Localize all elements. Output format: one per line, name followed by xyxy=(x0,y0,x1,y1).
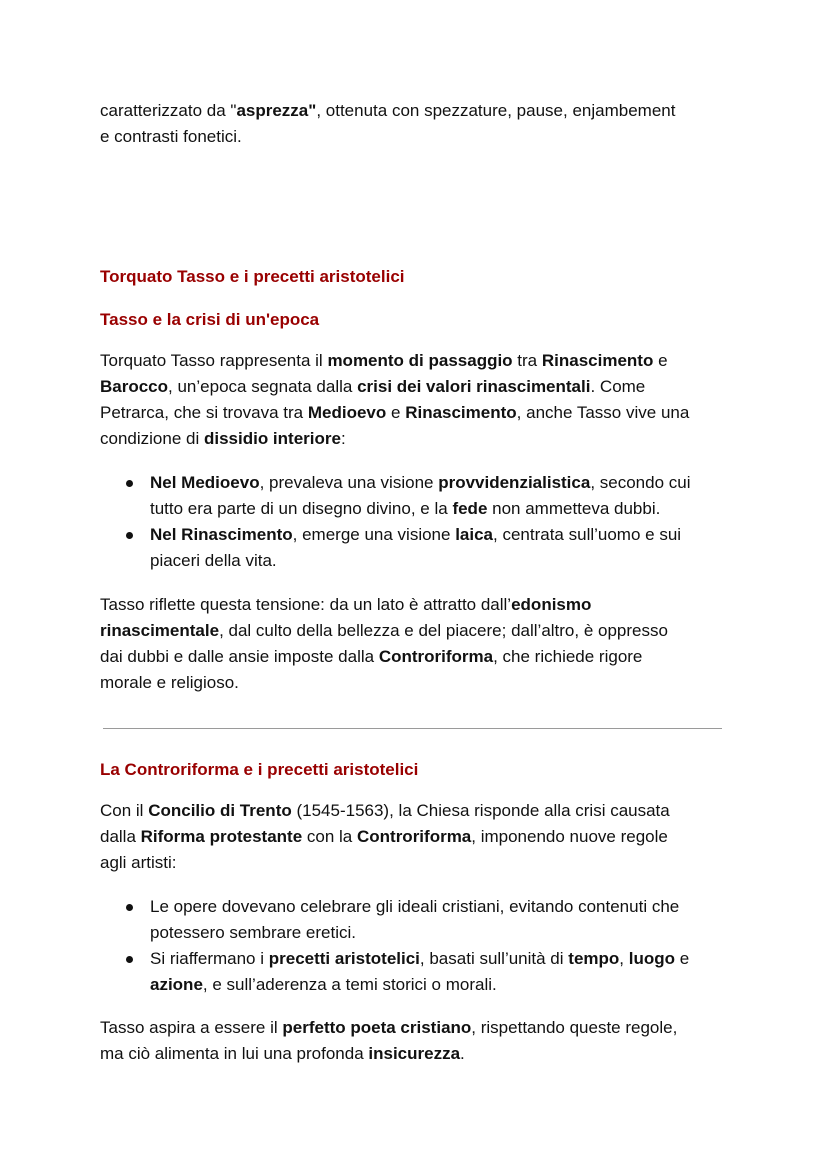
paragraph-concilio xyxy=(100,798,670,876)
bold-text: asprezza" xyxy=(236,101,317,120)
text-run: dalla xyxy=(100,827,141,846)
text-line xyxy=(100,618,668,644)
text-run: caratterizzato da " xyxy=(100,101,237,120)
bold-text: Rinascimento xyxy=(541,351,654,370)
text-run: , anche Tasso vive una xyxy=(516,403,690,422)
text-line xyxy=(150,496,691,522)
bullet-icon xyxy=(126,480,133,487)
bold-text: Riforma protestante xyxy=(140,827,303,846)
bullet-icon xyxy=(126,532,133,539)
text-run: , emerge una visione xyxy=(292,525,456,544)
bold-text: Controriforma xyxy=(356,827,472,846)
text-run: e contrasti fonetici. xyxy=(100,127,242,146)
text-run: Si riaffermano i xyxy=(150,949,269,968)
bullet-list-rules xyxy=(125,894,689,998)
bold-text: Nel Rinascimento xyxy=(150,525,293,544)
text-line xyxy=(150,894,689,920)
bold-text: Nel Medioevo xyxy=(150,473,260,492)
text-line xyxy=(100,1041,677,1067)
text-run: . xyxy=(460,1044,465,1063)
text-run: , dal culto della bellezza e del piacere; dall’altro, è oppresso xyxy=(219,621,668,640)
bold-text: Medioevo xyxy=(307,403,387,422)
text-line xyxy=(100,400,689,426)
text-run: tra xyxy=(512,351,542,370)
text-run: , rispettando queste regole, xyxy=(471,1018,678,1037)
bold-text: fede xyxy=(452,499,488,518)
text-run: (1545-1563), la Chiesa risponde alla crisi causata xyxy=(291,801,670,820)
bold-text: Controriforma xyxy=(378,647,494,666)
text-run: e xyxy=(675,949,690,968)
text-run: condizione di xyxy=(100,429,204,448)
text-line xyxy=(150,920,689,946)
list-item xyxy=(125,946,689,998)
text-line xyxy=(100,824,670,850)
text-line xyxy=(150,522,691,548)
text-line xyxy=(100,798,670,824)
text-line xyxy=(150,470,691,496)
list-item xyxy=(125,522,691,574)
text-run: , imponendo nuove regole xyxy=(471,827,668,846)
bullet-icon xyxy=(126,904,133,911)
paragraph-intro-end xyxy=(100,98,675,150)
text-run: Le opere dovevano celebrare gli ideali cristiani, evitando contenuti che xyxy=(150,897,680,916)
text-run: , ottenuta con spezzature, pause, enjambement xyxy=(316,101,676,120)
bold-text: laica xyxy=(455,525,494,544)
text-run: Tasso riflette questa tensione: da un lato è attratto dall’ xyxy=(100,595,512,614)
text-run: : xyxy=(340,429,346,448)
paragraph-conclusion xyxy=(100,1015,677,1067)
list-item xyxy=(125,894,689,946)
bold-text: tempo xyxy=(568,949,620,968)
text-line xyxy=(100,592,668,618)
text-run: , xyxy=(619,949,629,968)
text-line xyxy=(150,946,689,972)
text-run: , secondo cui xyxy=(590,473,691,492)
text-run: , basati sull’unità di xyxy=(419,949,569,968)
text-run: , prevaleva una visione xyxy=(259,473,439,492)
text-run: piaceri della vita. xyxy=(150,551,277,570)
text-run: , che richiede rigore xyxy=(493,647,643,666)
text-run: , un’epoca segnata dalla xyxy=(168,377,358,396)
text-line xyxy=(100,124,675,150)
horizontal-divider xyxy=(103,728,722,729)
bold-text: momento di passaggio xyxy=(327,351,513,370)
text-line xyxy=(150,548,691,574)
text-run: e xyxy=(386,403,406,422)
text-run: potessero sembrare eretici. xyxy=(150,923,356,942)
text-run: Con il xyxy=(100,801,149,820)
text-run: , centrata sull’uomo e sui xyxy=(493,525,682,544)
text-run: Petrarca, che si trovava tra xyxy=(100,403,308,422)
bold-text: Barocco xyxy=(100,377,169,396)
bold-text: perfetto poeta cristiano xyxy=(282,1018,472,1037)
bold-text: provvidenzialistica xyxy=(438,473,591,492)
text-run: Torquato Tasso rappresenta il xyxy=(100,351,328,370)
text-run: agli artisti: xyxy=(100,853,177,872)
text-line xyxy=(100,850,670,876)
text-line xyxy=(100,374,689,400)
text-line xyxy=(100,426,689,452)
bold-text: edonismo xyxy=(511,595,592,614)
bold-text: precetti aristotelici xyxy=(268,949,420,968)
bold-text: azione xyxy=(150,975,203,994)
text-line xyxy=(100,98,675,124)
bold-text: dissidio interiore xyxy=(203,429,341,448)
list-item xyxy=(125,470,691,522)
bold-text: rinascimentale xyxy=(100,621,220,640)
bold-text: Concilio di Trento xyxy=(148,801,292,820)
text-run: Tasso aspira a essere il xyxy=(100,1018,283,1037)
section-heading: Torquato Tasso e i precetti aristotelici xyxy=(100,267,405,286)
text-run: e xyxy=(653,351,668,370)
text-line xyxy=(100,348,689,374)
text-run: dai dubbi e dalle ansie imposte dalla xyxy=(100,647,379,666)
text-run: tutto era parte di un disegno divino, e la xyxy=(150,499,453,518)
text-run: . Come xyxy=(590,377,646,396)
text-line xyxy=(100,670,668,696)
bold-text: insicurezza xyxy=(368,1044,461,1063)
bullet-list-epochs xyxy=(125,470,691,574)
paragraph-tension xyxy=(100,592,668,696)
text-run: morale e religioso. xyxy=(100,673,239,692)
text-line xyxy=(100,644,668,670)
bold-text: Rinascimento xyxy=(405,403,517,422)
text-line xyxy=(100,1015,677,1041)
text-run: , e sull’aderenza a temi storici o morali. xyxy=(202,975,497,994)
bullet-icon xyxy=(126,956,133,963)
text-line xyxy=(150,972,689,998)
text-run: ma ciò alimenta in lui una profonda xyxy=(100,1044,369,1063)
subsection-heading-controriforma: La Controriforma e i precetti aristotelici xyxy=(100,760,419,779)
paragraph-tasso-intro xyxy=(100,348,689,452)
bold-text: luogo xyxy=(628,949,675,968)
text-run: non ammetteva dubbi. xyxy=(487,499,661,518)
text-run: con la xyxy=(302,827,357,846)
subsection-heading: Tasso e la crisi di un'epoca xyxy=(100,310,320,329)
bold-text: crisi dei valori rinascimentali xyxy=(357,377,591,396)
